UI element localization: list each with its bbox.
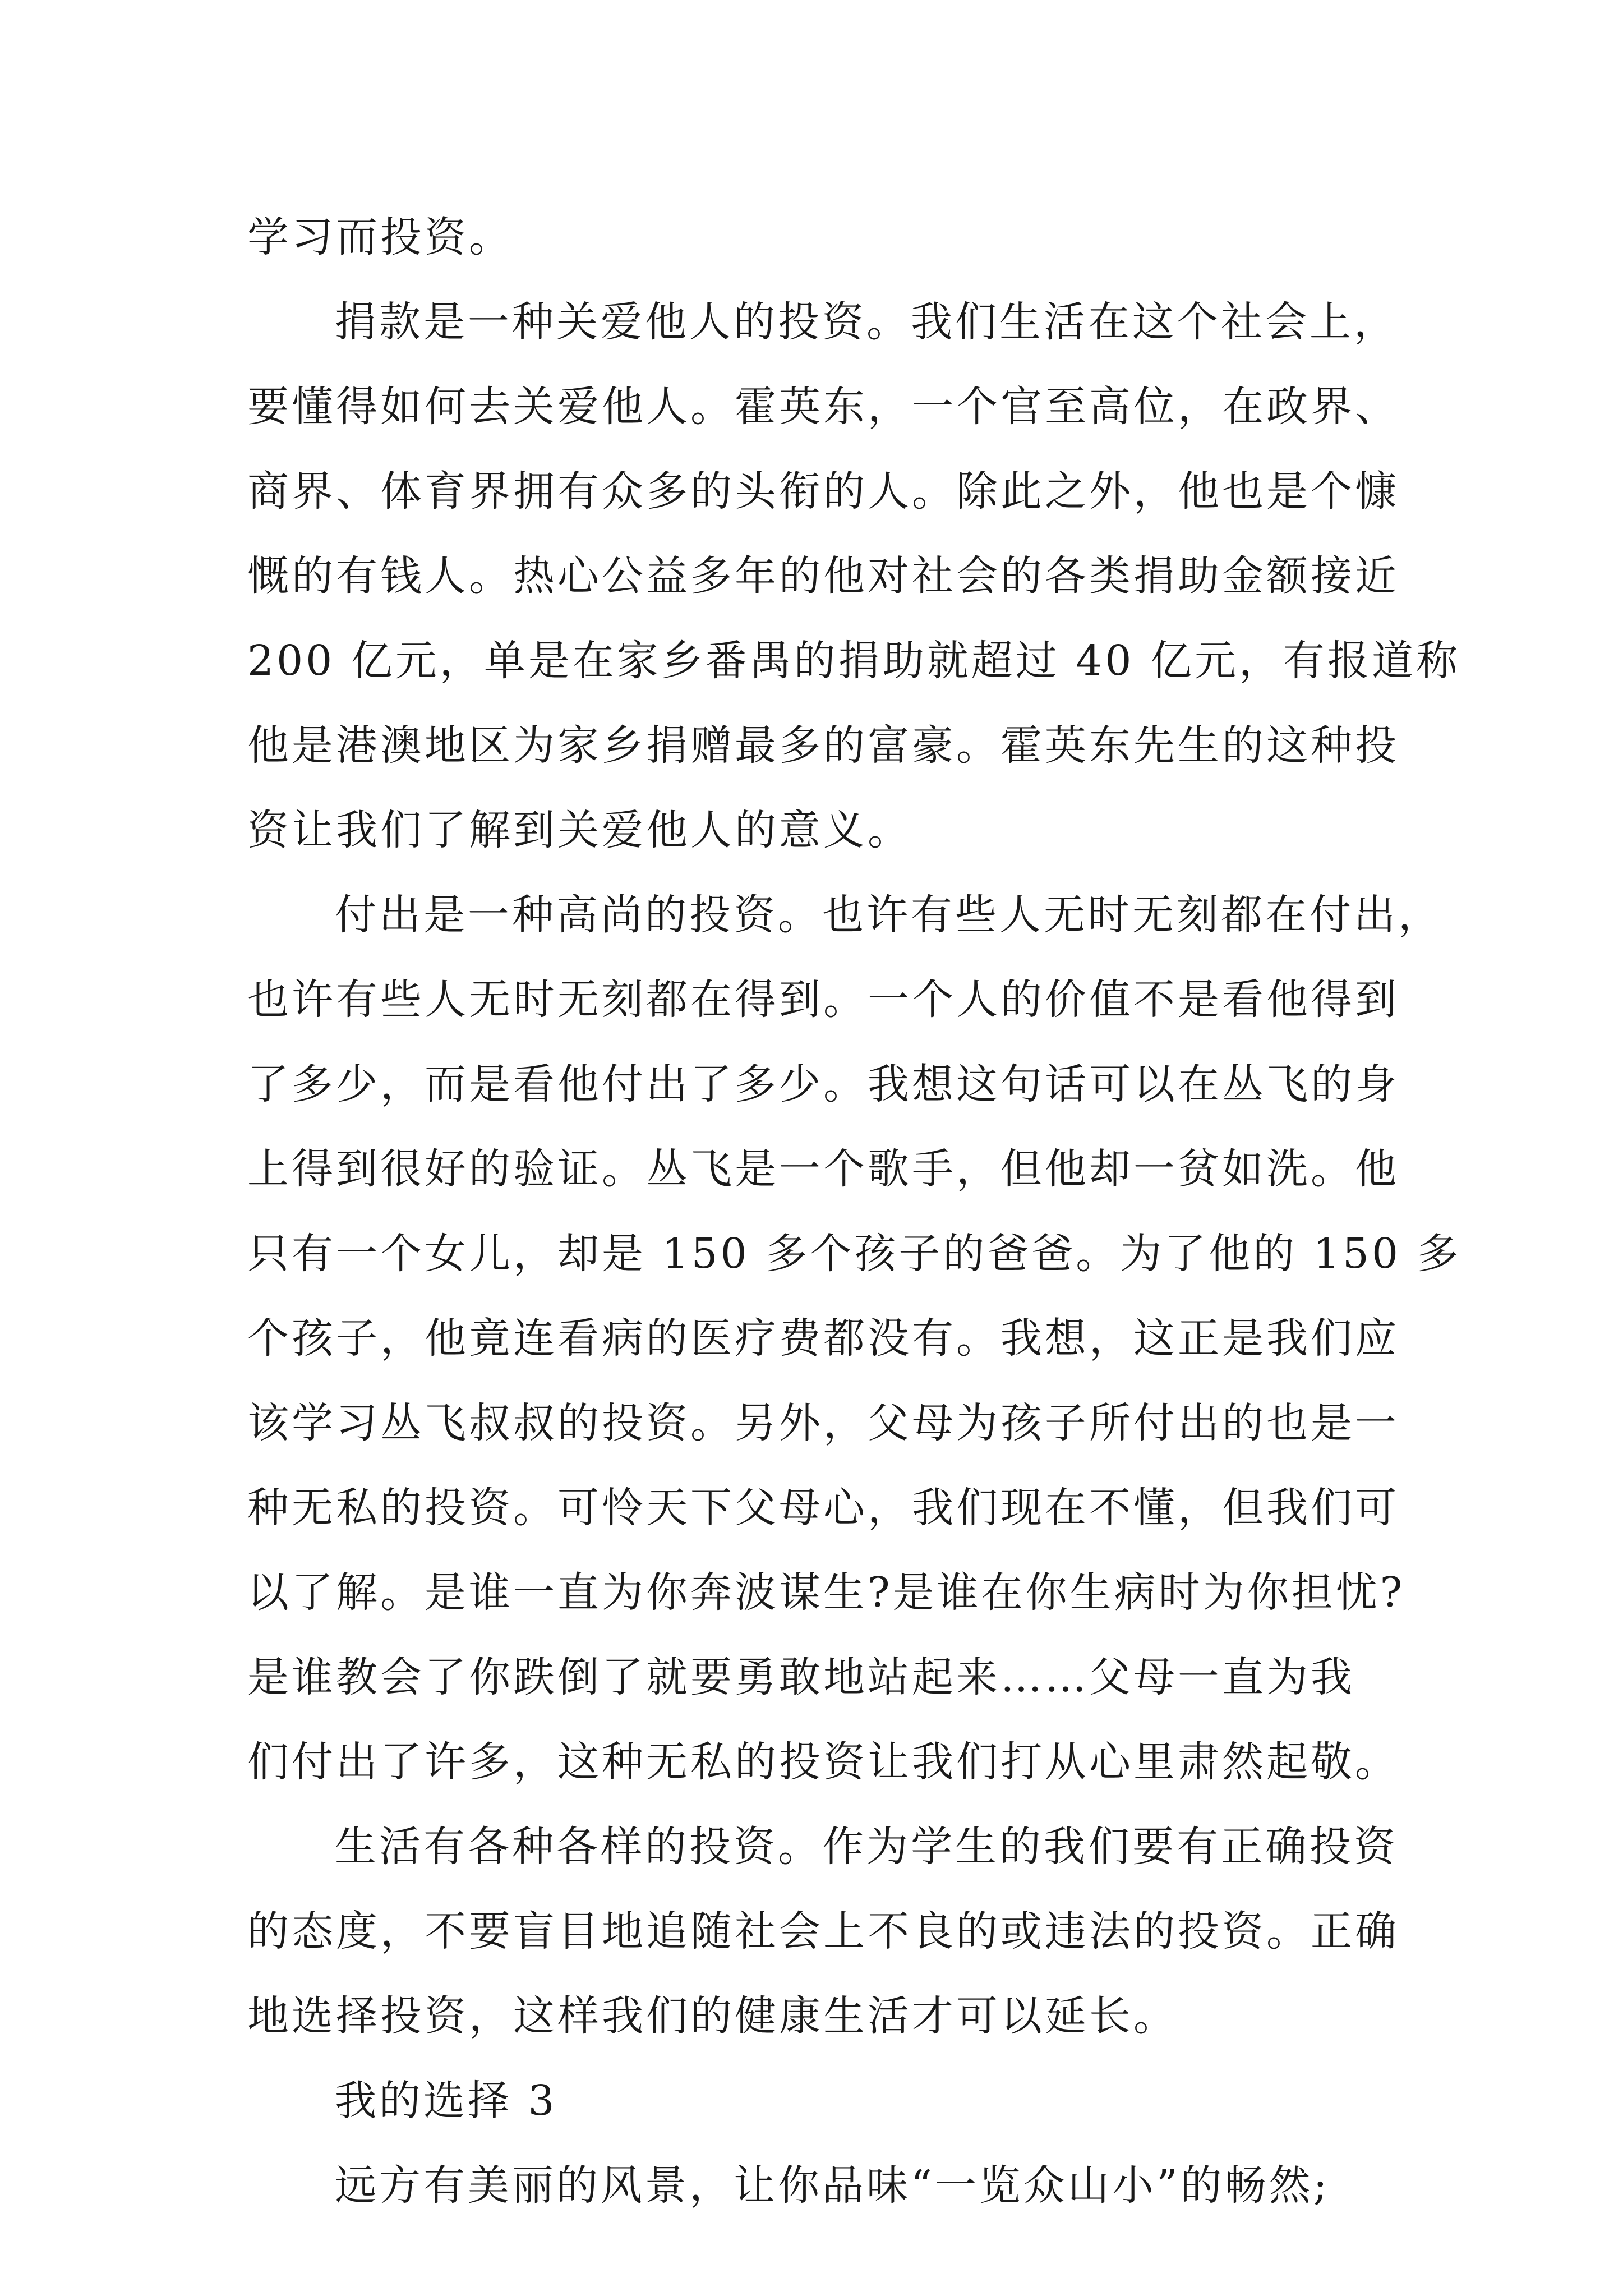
text-line: 的态度，不要盲目地追随社会上不良的或违法的投资。正确: [247, 1907, 1399, 1955]
body-text: [247, 195, 1461, 2228]
text-line: 以了解。是谁一直为你奔波谋生?是谁在你生病时为你担忧?: [247, 1568, 1405, 1617]
text-line: 也许有些人无时无刻都在得到。一个人的价值不是看他得到: [247, 976, 1399, 1024]
text-line: 慨的有钱人。热心公益多年的他对社会的各类捐助金额接近: [247, 552, 1399, 600]
text-line: 付出是一种高尚的投资。也许有些人无时无刻都在付出，: [335, 891, 1442, 939]
text-line: 捐款是一种关爱他人的投资。我们生活在这个社会上，: [335, 298, 1398, 346]
text-line: 们付出了许多，这种无私的投资让我们打从心里肃然起敬。: [247, 1738, 1399, 1786]
text-line: 要懂得如何去关爱他人。霍英东，一个官至高位，在政界、: [247, 383, 1399, 431]
text-line: 地选择投资，这样我们的健康生活才可以延长。: [247, 1992, 1178, 2040]
text-line: 该学习丛飞叔叔的投资。另外，父母为孩子所付出的也是一: [247, 1399, 1399, 1447]
text-line: 200 亿元，单是在家乡番禺的捐助就超过 40 亿元，有报道称: [247, 637, 1460, 685]
text-line: 他是港澳地区为家乡捐赠最多的富豪。霍英东先生的这种投: [247, 721, 1399, 770]
text-line: 只有一个女儿，却是 150 多个孩子的爸爸。为了他的 150 多: [247, 1230, 1461, 1278]
text-line: 商界、体育界拥有众多的头衔的人。除此之外，他也是个慷: [247, 467, 1399, 516]
text-line: 学习而投资。: [247, 213, 513, 261]
text-line: 种无私的投资。可怜天下父母心，我们现在不懂，但我们可: [247, 1484, 1399, 1532]
text-line: 远方有美丽的风景，让你品味“一览众山小”的畅然;: [335, 2161, 1330, 2210]
text-line: 生活有各种各样的投资。作为学生的我们要有正确投资: [335, 1823, 1398, 1871]
text-line: 资让我们了解到关爱他人的意义。: [247, 806, 912, 854]
text-line: 上得到很好的验证。丛飞是一个歌手，但他却一贫如洗。他: [247, 1145, 1399, 1193]
text-line: 了多少，而是看他付出了多少。我想这句话可以在丛飞的身: [247, 1060, 1399, 1108]
section-heading: 我的选择 3: [335, 2077, 557, 2125]
text-line: 个孩子，他竟连看病的医疗费都没有。我想，这正是我们应: [247, 1314, 1399, 1363]
text-line: 是谁教会了你跌倒了就要勇敢地站起来……父母一直为我: [247, 1653, 1355, 1701]
